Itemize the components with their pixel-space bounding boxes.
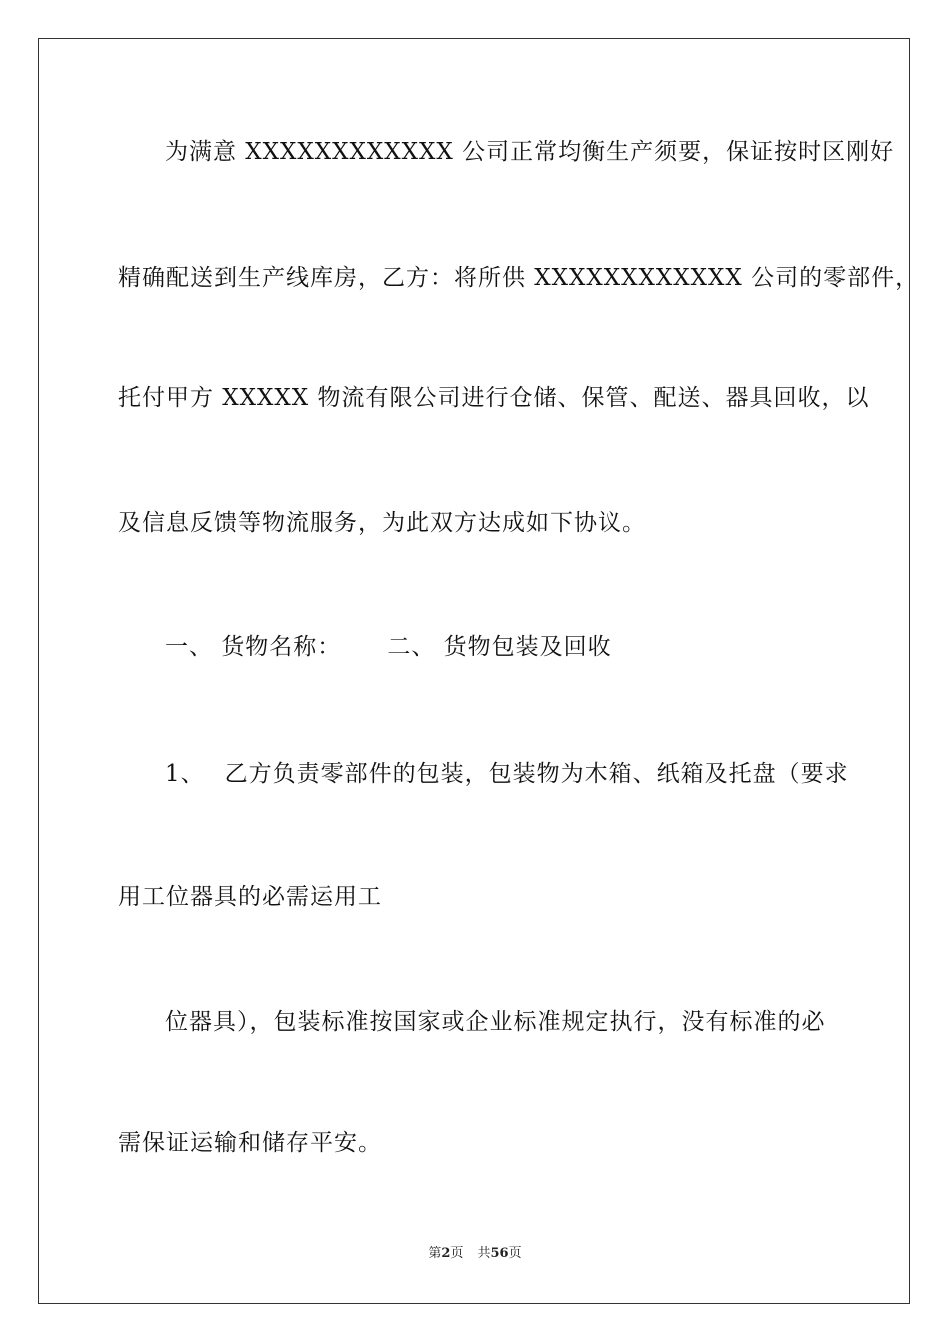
paragraph-line: 需保证运输和储存平安。 xyxy=(118,1130,382,1156)
paragraph-line: 托付甲方 XXXXX 物流有限公司进行仓储、保管、配送、器具回收，以 xyxy=(118,385,870,411)
paragraph-line: 用工位器具的必需运用工 xyxy=(118,884,382,910)
section-heading-line xyxy=(165,632,612,662)
list-item-number: 1、 xyxy=(165,761,205,787)
page-border xyxy=(38,38,910,1304)
footer-page-prefix: 第 xyxy=(428,1246,442,1261)
paragraph-line: 为满意 XXXXXXXXXXXX 公司正常均衡生产须要，保证按时区刚好 xyxy=(165,139,895,165)
list-item-line xyxy=(165,759,849,789)
paragraph-line: 精确配送到生产线库房，乙方：将所供 XXXXXXXXXXXX 公司的零部件， xyxy=(118,265,920,291)
paragraph-line: 位器具），包装标准按国家或企业标准规定执行，没有标准的必 xyxy=(165,1009,826,1035)
page-footer xyxy=(0,1246,950,1262)
footer-page-unit: 页 xyxy=(450,1246,464,1261)
footer-total-prefix: 共 xyxy=(477,1246,491,1261)
list-item-text: 乙方负责零部件的包装，包装物为木箱、纸箱及托盘（要求 xyxy=(224,761,849,787)
footer-total-unit: 页 xyxy=(508,1246,522,1261)
footer-page-number: 2 xyxy=(441,1246,451,1261)
paragraph-line: 及信息反馈等物流服务，为此双方达成如下协议。 xyxy=(118,510,646,536)
footer-total-pages: 56 xyxy=(490,1246,509,1261)
section-heading-packaging: 二、 货物包装及回收 xyxy=(387,634,612,660)
section-heading-goods-name: 一、 货物名称： xyxy=(165,634,342,660)
